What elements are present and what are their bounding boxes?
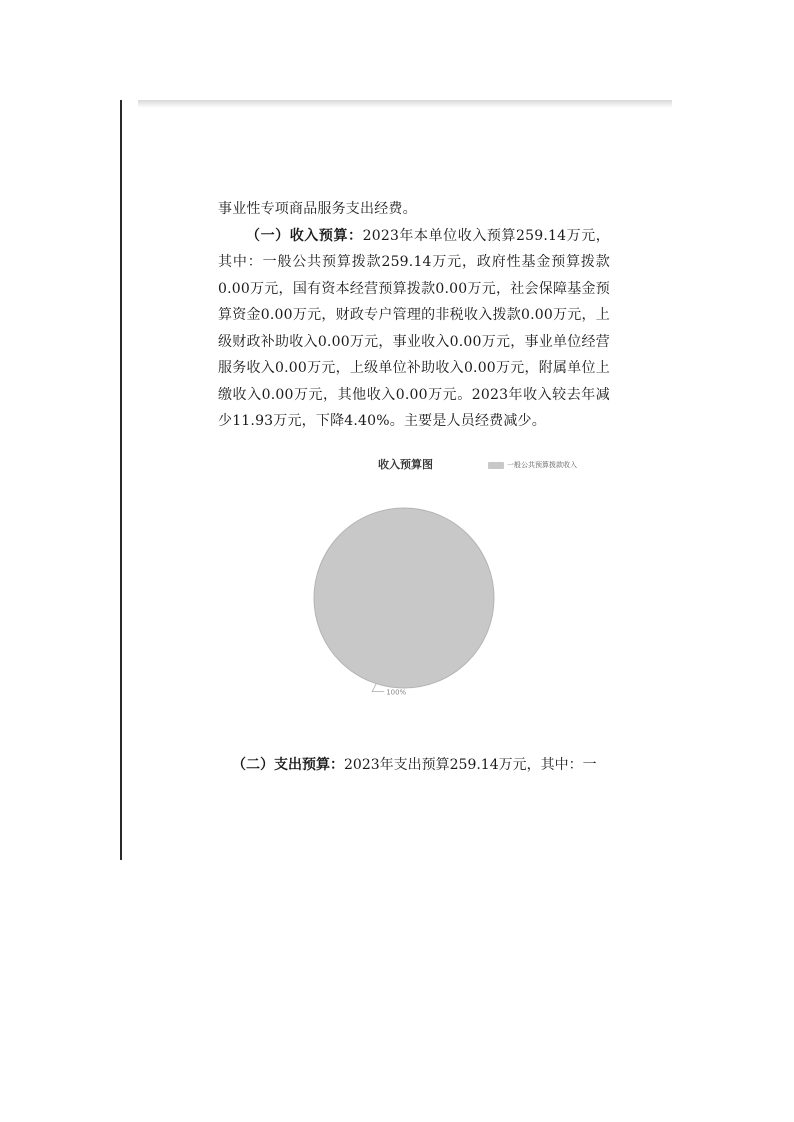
binding-line <box>120 100 122 860</box>
expense-text: 2023年支出预算259.14万元，其中：一 <box>344 757 597 773</box>
expense-heading: （二）支出预算： <box>232 757 344 773</box>
income-pie-chart <box>300 452 600 717</box>
scan-shadow <box>138 100 672 108</box>
pie-svg <box>300 452 600 717</box>
body-text <box>218 196 610 435</box>
income-heading: （一）收入预算： <box>246 227 363 244</box>
pie-slice <box>314 508 494 688</box>
income-text: 2023年本单位收入预算259.14万元，其中：一般公共预算拨款259.14万元，政府性基金预算拨款0.00万元，国有资本经营预算拨款0.00万元，社会保障基金预算资金0.00万元，财政专户管理的非税收入拨款0.00万元，上级财政补助收入0.00万元，事业收入0.00万元，事业单位经营服务收入0.00万元，上级单位补助收入0.00万元，附属单位上缴收入0.00万元，其他收入0.00万元。2023年收入较去年减少11.93万元，下降4.40%。主要是人员经费减少。 <box>218 227 610 429</box>
data-label: 100% <box>386 688 407 697</box>
chart-title: 收入预算图 <box>378 458 433 471</box>
paragraph-income <box>218 223 610 435</box>
paragraph-expense <box>232 752 612 778</box>
legend-label: 一般公共预算拨款收入 <box>507 461 577 469</box>
paragraph-intro: 事业性专项商品服务支出经费。 <box>218 201 417 217</box>
